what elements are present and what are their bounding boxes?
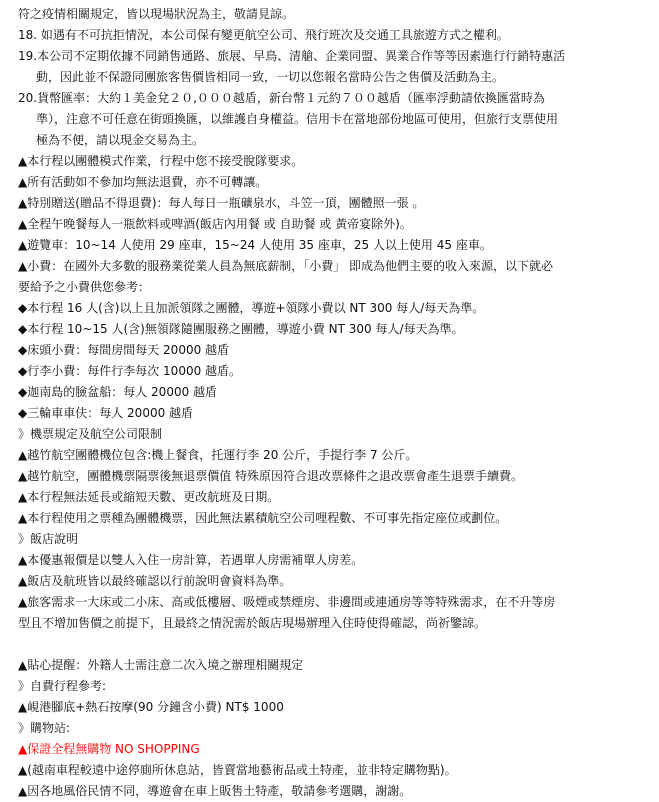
tipping-intro: ▲小費：在國外大多數的服務業從業人員為無底薪制，「小費」 即成為他們主要的收入來源，以下就必 <box>18 259 554 273</box>
note-19-pricing: 19.本公司不定期依據不同銷售通路、旅展、早鳥、清艙、企業同盟、異業合作等等因素進行行銷特惠活 <box>18 49 566 63</box>
hotel-special-requests: ▲旅客需求一大床或二小床、高或低樓層、吸煙或禁煙房、非邊間或連通房等等特殊需求，在不升等房 <box>18 595 556 609</box>
reentry-reminder: ▲貼心提醒：外籍人士需注意二次入境之辦理相關規定 <box>18 658 304 672</box>
no-shopping-guarantee: ▲保證全程無購物 NO SHOPPING <box>18 742 200 756</box>
coach-info: ▲遊覽車：10~14 人使用 29 座車，15~24 人使用 35 座車，25 人以上使用 45 座車。 <box>18 238 492 252</box>
tip-cyclo: ◆三輪車車伕：每人 20000 越盾 <box>18 406 194 420</box>
ticket-refund: ▲越竹航空，團體機票隔票後無退票價值 特殊原因符合退改票條件之退改票會產生退票手續費。 <box>18 469 524 483</box>
tip-bedside: ◆床頭小費：每間房間每天 20000 越盾 <box>18 343 230 357</box>
ticket-no-change: ▲本行程無法延長或縮短天數、更改航班及日期。 <box>18 490 280 504</box>
tip-basket-boat: ◆迦南島的臉盆船：每人 20000 越盾 <box>18 385 218 399</box>
rest-stop-note: ▲(越南車程較遠中途停廁所休息站，皆賣當地藝術品或土特產，並非特定購物點)。 <box>18 763 457 777</box>
hotel-special-requests-cont: 型且不增加售價之前提下，且最終之情況需於飯店現場辦理入住時使得確認，尚祈鑒諒。 <box>18 616 487 630</box>
ticket-no-miles: ▲本行程使用之票種為團體機票，因此無法累積航空公司哩程數、不可事先指定座位或劃位。 <box>18 511 508 525</box>
optional-massage: ▲峴港腳底+熱石按摩(90 分鐘含小費) NT$ 1000 <box>18 700 284 714</box>
section-ticket-rules: 》機票規定及航空公司限制 <box>18 427 163 441</box>
tip-guide-only: ◆本行程 10~15 人(含)無領隊隨團服務之團體，導遊小費 NT 300 每人/每天為準。 <box>18 322 464 336</box>
section-hotel: 》飯店說明 <box>18 532 79 546</box>
meal-drinks: ▲全程午晚餐每人一瓶飲料或啤酒(飯店內用餐 或 自助餐 或 黃帝宴除外)。 <box>18 217 412 231</box>
section-optional-tours: 》自費行程參考: <box>18 679 107 693</box>
blank-line <box>18 634 651 655</box>
free-gifts: ▲特別贈送(贈品不得退費)：每人每日一瓶礦泉水，斗笠一頂，團體照一張 。 <box>18 196 425 210</box>
note-18-airline-change: 18. 如遇有不可抗拒情況，本公司保有變更航空公司、飛行班次及交通工具旅遊方式之權利。 <box>18 28 509 42</box>
ticket-baggage: ▲越竹航空團體機位包含:機上餐食，托運行李 20 公斤，手提行李 7 公斤。 <box>18 448 418 462</box>
group-mode-rule: ▲本行程以團體模式作業，行程中您不接受脫隊要求。 <box>18 154 304 168</box>
note-19-pricing-cont: 動，因此並不保證同團旅客售價皆相同一致，一切以您報名當時公告之售價及活動為主。 <box>36 70 505 84</box>
note-20-exchange-rate-cont-2: 極為不便，請以現金交易為主。 <box>36 133 205 147</box>
note-20-exchange-rate-cont-1: 準），注意不可任意在街頭換匯，以維護自身權益。信用卡在當地部份地區可使用，但旅行支票使用 <box>36 112 559 126</box>
hotel-final-confirm: ▲飯店及航班皆以最終確認以行前說明會資料為準。 <box>18 574 292 588</box>
section-shopping: 》購物站: <box>18 721 71 735</box>
covid-rules-continued: 符之疫情相關規定，皆以現場狀況為主，敬請見諒。 <box>18 7 295 21</box>
no-refund-rule: ▲所有活動如不參加均無法退費，亦不可轉讓。 <box>18 175 268 189</box>
on-bus-sales-note: ▲因各地風俗民情不同，導遊會在車上販售土特產，敬請參考選購，謝謝。 <box>18 784 412 798</box>
tip-guide-leader: ◆本行程 16 人(含)以上且加派領隊之團體，導遊+領隊小費以 NT 300 每人/每天為準。 <box>18 301 485 315</box>
hotel-twin-share: ▲本優惠報價是以雙人入住一房計算，若遇單人房需補單人房差。 <box>18 553 364 567</box>
note-20-exchange-rate: 20.貨幣匯率：大約１美金兌２０,０００越盾，新台幣１元約７００越盾（匯率浮動請依換匯當時為 <box>18 91 545 105</box>
tipping-intro-cont: 要給予之小費供您參考： <box>18 280 151 294</box>
tip-luggage: ◆行李小費：每件行李每次 10000 越盾。 <box>18 364 242 378</box>
